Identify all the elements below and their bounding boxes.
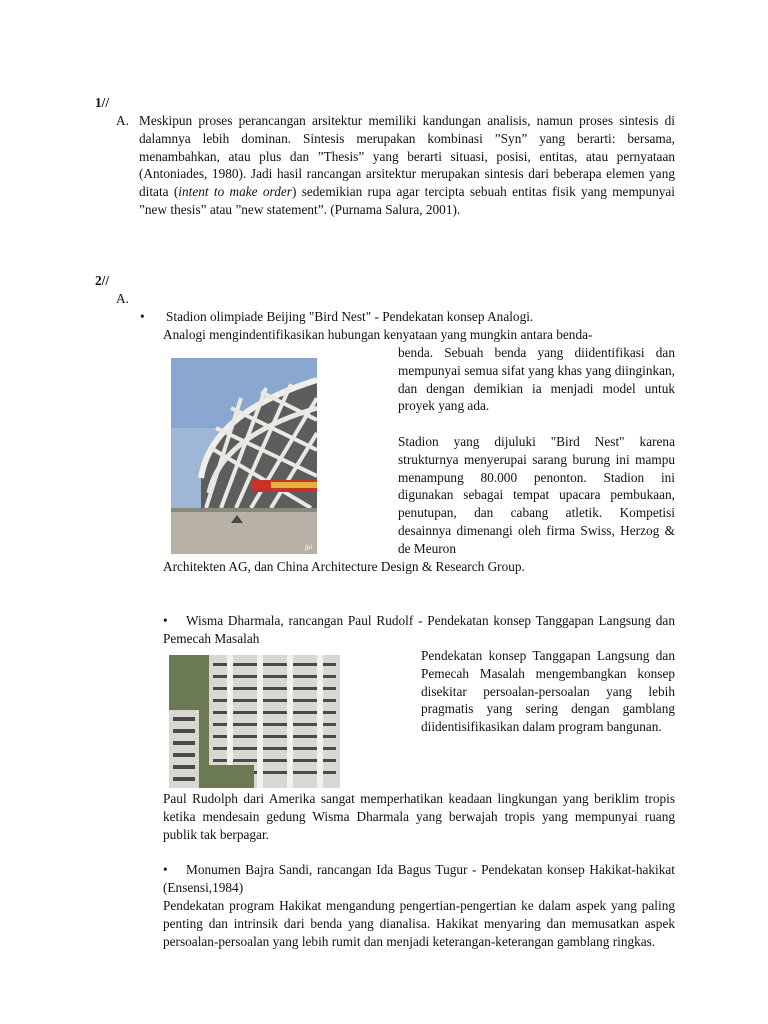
wisma-closing-paragraph: Paul Rudolph dari Amerika sangat memperhatikan keadaan lingkungan yang beriklim tropis ketika mendesain gedung Wisma Dharmala yang berwajah tropis yang mempunyai ruang publik tak berpagar. [163,791,675,842]
bullet-dot-icon: • [163,862,168,877]
bajra-title: Monumen Bajra Sandi, rancangan Ida Bagus Tugur - Pendekatan konsep Hakikat-hakikat (Ensensi,1984) [163,862,675,895]
section-1-paragraph [139,112,675,219]
section-1-text-b: ) sedemikian rupa agar tercipta sebuah entitas fisik yang mempunyai ”new thesis” atau ”new statement”. (Purnama Salura, 2001). [139,184,675,217]
photo-watermark: jpi [305,544,313,551]
bullet-dot-icon: • [140,309,145,324]
wisma-dharmala-photo-graphic [169,655,340,788]
section-1-italic-phrase: intent to make order [178,184,292,200]
wisma-dharmala-photo [169,655,340,788]
wisma-title: Wisma Dharmala, rancangan Paul Rudolf - Pendekatan konsep Tanggapan Langsung dan Pemecah Masalah [163,613,675,646]
section-1-item-marker: A. [116,113,129,128]
section-2-heading: 2// [95,273,110,288]
bird-nest-title: Stadion olimpiade Beijing "Bird Nest" - Pendekatan konsep Analogi. [166,309,534,324]
bird-nest-photo-graphic [171,358,317,554]
bullet-dot-icon: • [163,613,168,628]
bird-nest-side-paragraph-2: Stadion yang dijuluki "Bird Nest" karena strukturnya menyerupai sarang burung ini mampu menampung 80.000 penonton. Stadion ini digunakan sebagai tempat upacara pembukaan, penutupan, dan cabang atletik. Kompetisi desainnya dimenangi oleh firma Swiss, Herzog & de Meuron [398,434,675,556]
section-1-text-a: Meskipun proses perancangan arsitektur memiliki kandungan analisis, namun proses sintesis di dalamnya lebih dominan. Sintesis merupakan kombinasi ”Syn” yang berarti: bersama, menambahkan, atau plus dan ”Thesis” yang berarti situasi, posisi, entitas, atau pernyataan (Antoniades, 1980). Jadi hasil rancangan arsitektur merupakan sintesis dari beberapa elemen yang ditata ( [139,113,675,200]
section-2-item-marker: A. [116,291,129,306]
bajra-paragraph: Pendekatan program Hakikat mengandung pengertian-pengertian ke dalam aspek yang paling penting dan intrinsik dari benda yang dianalisa. Hakikat menyaring dan memusatkan aspek persoalan-persoalan yang lebih rumit dan menjadi keterangan-keterangan gamblang ringkas. [163,898,675,949]
bird-nest-side-paragraph-1: benda. Sebuah benda yang diidentifikasi dan mempunyai semua sifat yang khas yang diinginkan, dan dengan demikian ia menjadi model untuk proyek yang ada. [398,345,675,414]
bird-nest-intro-line: Analogi mengindentifikasikan hubungan kenyataan yang mungkin antara benda- [163,327,593,342]
section-1-heading: 1// [95,95,110,110]
bird-nest-closing-line: Architekten AG, dan China Architecture Design & Research Group. [163,559,525,574]
bird-nest-photo [171,358,317,554]
wisma-side-paragraph: Pendekatan konsep Tanggapan Langsung dan Pemecah Masalah mengembangkan konsep disekitar persoalan-persoalan yang lebih pragmatis yang sering dengan gamblang diidentisifikasikan dalam program bangunan. [421,648,675,735]
